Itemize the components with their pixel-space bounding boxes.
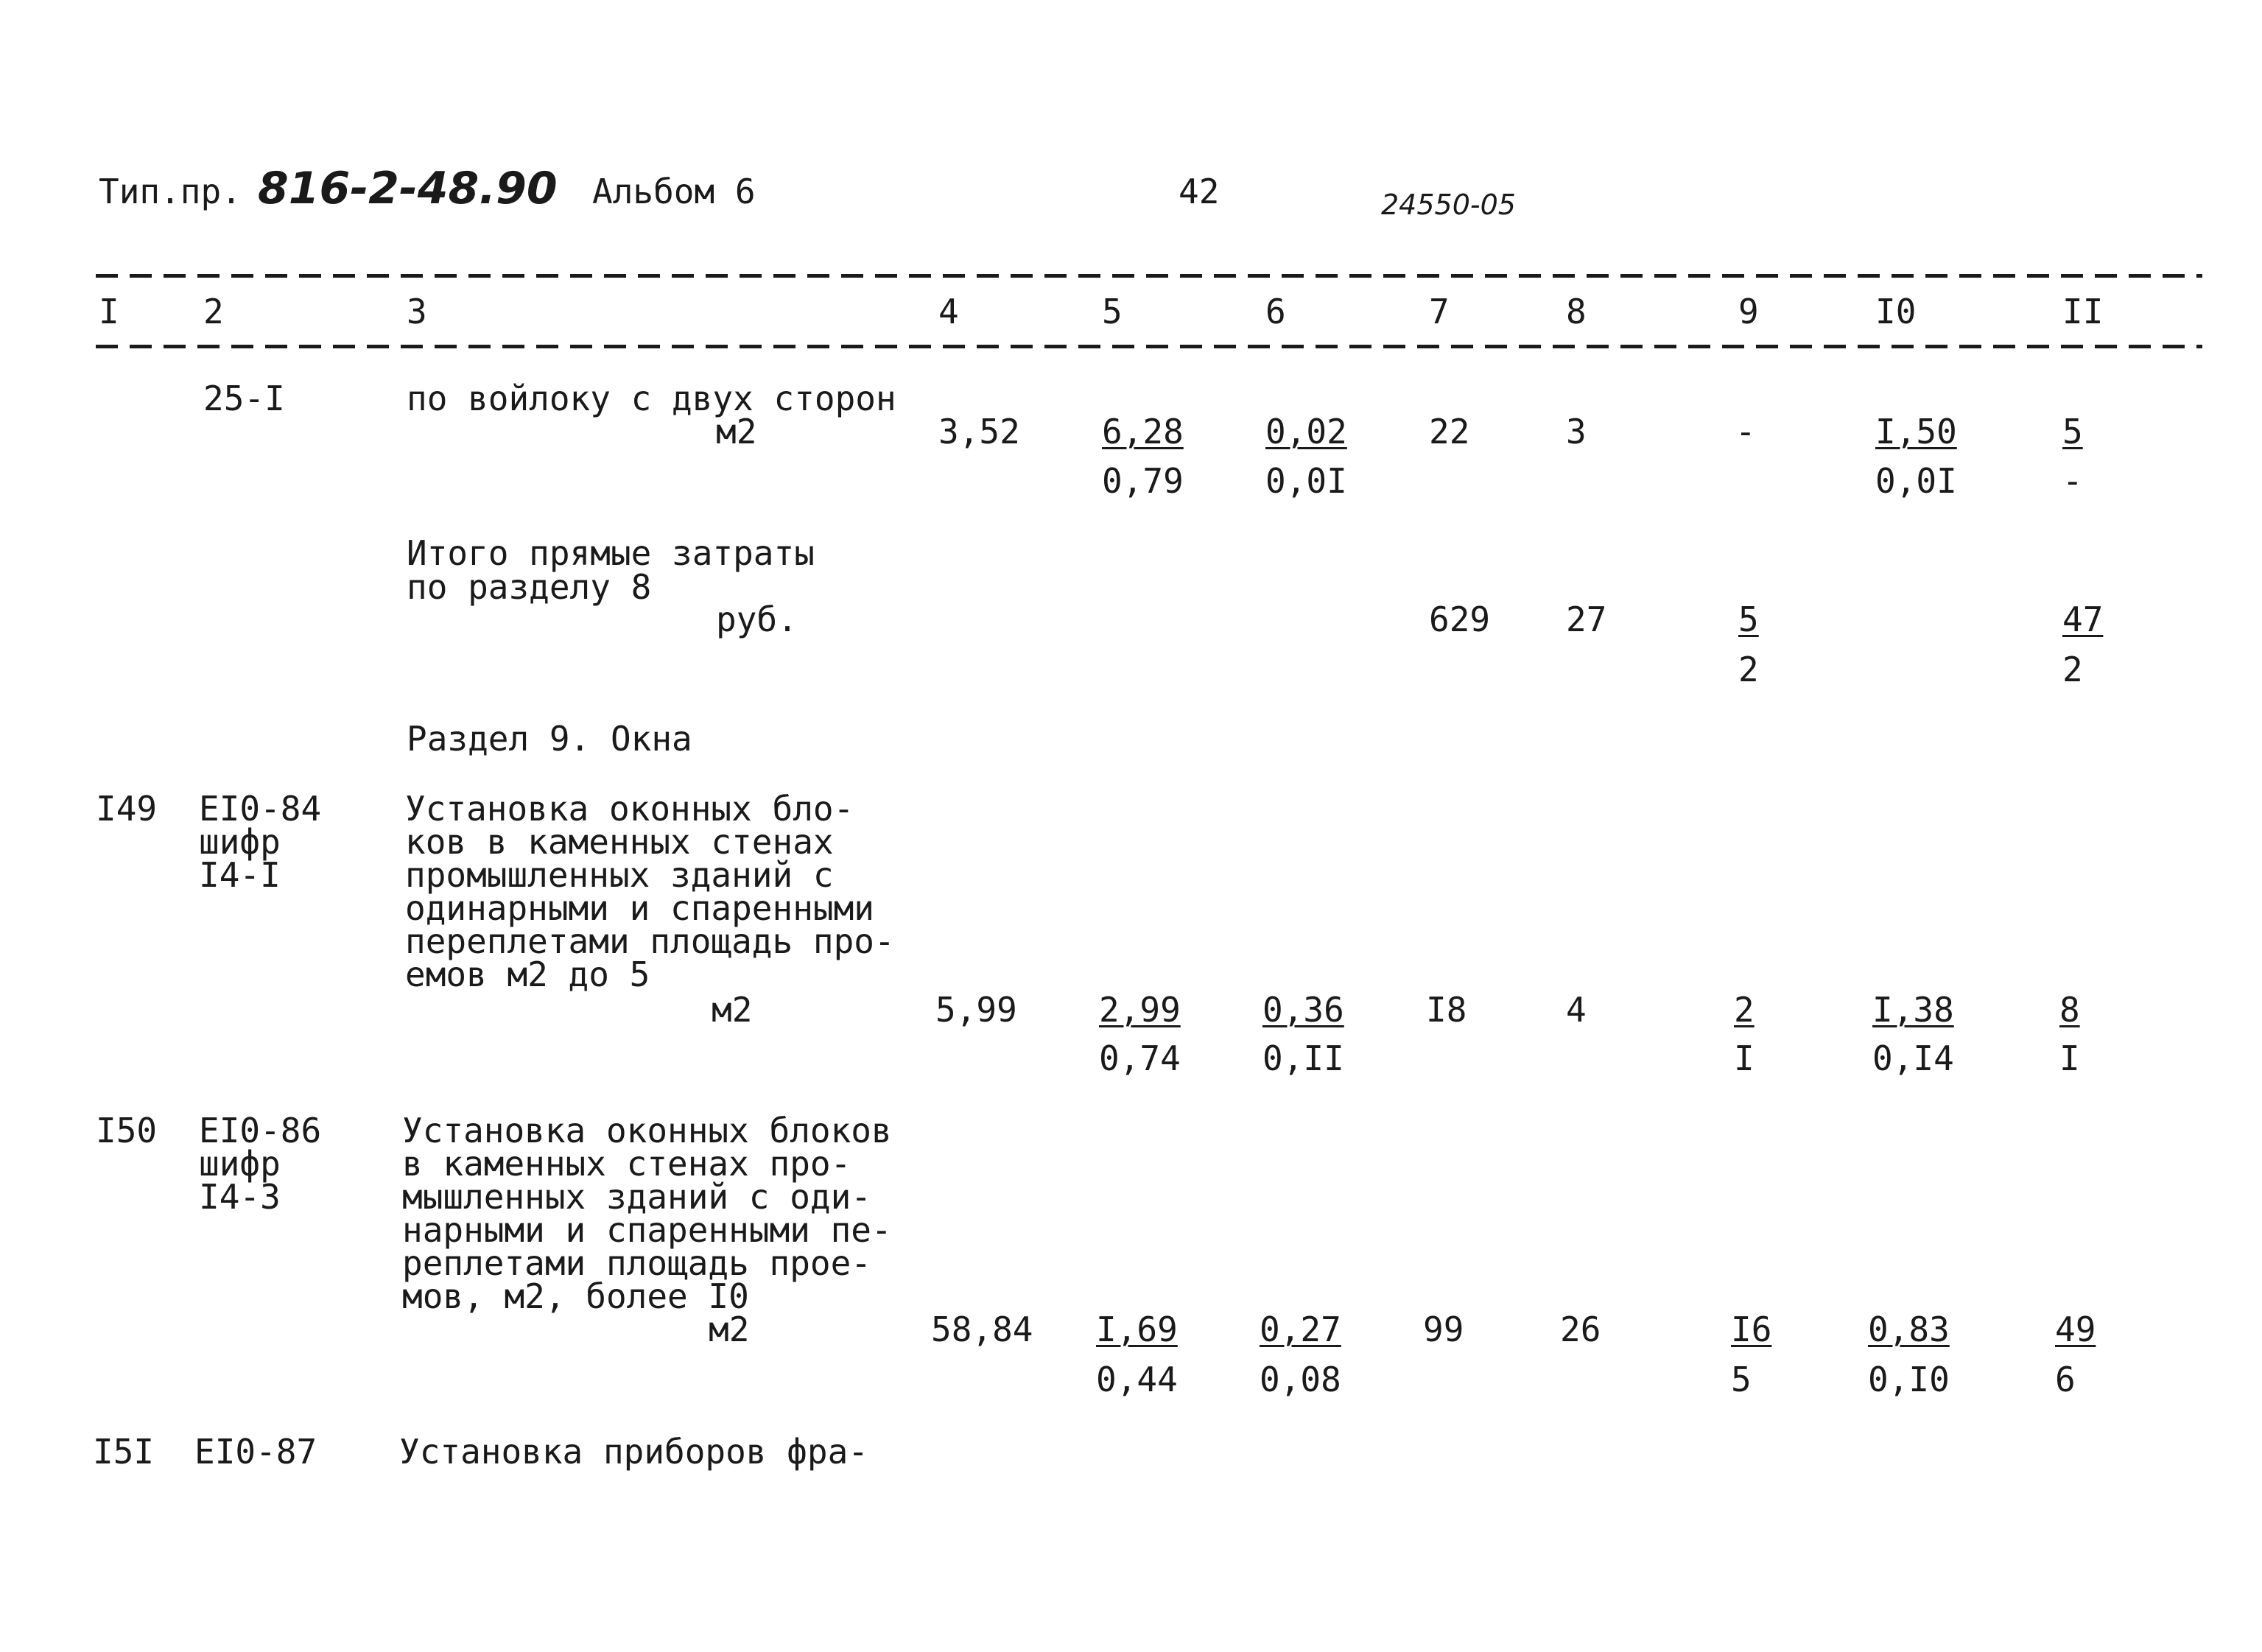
row-25-1-col8: 3	[1566, 412, 1587, 451]
column-header-1: I	[99, 292, 119, 331]
row-25-1-col6-top: 0,02	[1265, 412, 1347, 451]
row-149-col8: 4	[1566, 990, 1587, 1030]
row-25-1-col11-top: 5	[2062, 412, 2083, 451]
column-header-2: 2	[203, 292, 224, 331]
row-150-col9-top: I6	[1731, 1310, 1772, 1349]
row-150-col7: 99	[1423, 1310, 1464, 1349]
row-25-1-col10-bottom: 0,0I	[1875, 461, 1957, 501]
row-149-description-line-2: ков в каменных стенах	[405, 822, 834, 862]
column-header-10: I0	[1875, 292, 1917, 331]
project-number: 816-2-48.90	[258, 163, 558, 214]
row-149-description-line-4: одинарными и спаренными	[405, 888, 874, 928]
row-25-1-col11-bottom: -	[2062, 461, 2083, 501]
header-rule-bottom	[96, 345, 2202, 348]
row-150-col5-bottom: 0,44	[1096, 1360, 1178, 1399]
row-149-col9-top: 2	[1734, 990, 1755, 1030]
row-149-unit: м2	[712, 990, 753, 1030]
row-151-number: I5I	[93, 1432, 155, 1472]
row-149-col6-bottom: 0,II	[1262, 1038, 1344, 1078]
row-149-description-line-3: промышленных зданий с	[405, 855, 834, 895]
row-150-col6-top: 0,27	[1260, 1310, 1341, 1349]
total-col11-top: 47	[2062, 600, 2104, 639]
total-col7: 629	[1429, 600, 1491, 639]
row-150-description-line-1: Установка оконных блоков	[402, 1111, 892, 1150]
row-25-1-col5-top: 6,28	[1102, 412, 1184, 451]
row-149-number: I49	[96, 789, 158, 829]
row-150-code: EI0-86	[199, 1111, 322, 1150]
column-header-3: 3	[407, 292, 427, 331]
column-header-4: 4	[938, 292, 959, 331]
row-150-col6-bottom: 0,08	[1260, 1360, 1341, 1399]
total-col9-top: 5	[1738, 600, 1759, 639]
inventory-number: 24550-05	[1381, 189, 1516, 221]
row-25-1-description: по войлоку с двух сторон	[407, 379, 896, 418]
row-149-col7: I8	[1426, 990, 1467, 1030]
album-label: Альбом 6	[592, 172, 756, 211]
row-25-1-code: 25-I	[203, 379, 285, 418]
row-151-description: Установка приборов фра-	[399, 1432, 868, 1472]
row-149-col5-bottom: 0,74	[1099, 1038, 1181, 1078]
page-number: 42	[1179, 172, 1220, 211]
row-149-description-line-6: емов м2 до 5	[405, 955, 650, 994]
total-col11-bottom: 2	[2062, 650, 2083, 689]
row-150-col5-top: I,69	[1096, 1310, 1178, 1349]
column-header-11: II	[2062, 292, 2104, 331]
row-149-col11-bottom: I	[2059, 1038, 2080, 1078]
total-description-line-1: Итого прямые затраты	[407, 533, 815, 573]
row-150-description-line-2: в каменных стенах про-	[402, 1144, 851, 1184]
row-150-description-line-4: нарными и спаренными пе-	[402, 1210, 892, 1250]
row-150-col8: 26	[1560, 1310, 1601, 1349]
total-description-line-2: по разделу 8	[407, 567, 652, 607]
row-149-description-line-1: Установка оконных бло-	[405, 789, 854, 829]
row-150-description-line-3: мышленных зданий с оди-	[402, 1177, 871, 1217]
column-header-6: 6	[1265, 292, 1286, 331]
row-25-1-unit: м2	[716, 412, 757, 451]
column-header-9: 9	[1738, 292, 1759, 331]
row-150-col11-bottom: 6	[2055, 1360, 2076, 1399]
row-25-1-quantity: 3,52	[938, 412, 1020, 451]
row-149-col10-top: I,38	[1872, 990, 1954, 1030]
row-149-code: EI0-84	[199, 789, 322, 829]
row-150-col10-bottom: 0,I0	[1868, 1360, 1950, 1399]
row-150-description-line-5: реплетами площадь прое-	[402, 1243, 871, 1283]
row-149-col5-top: 2,99	[1099, 990, 1181, 1030]
row-149-description-line-5: переплетами площадь про-	[405, 921, 895, 961]
row-149-col9-bottom: I	[1734, 1038, 1755, 1078]
row-150-quantity: 58,84	[931, 1310, 1033, 1349]
total-col8: 27	[1566, 600, 1607, 639]
row-150-description-line-6: мов, м2, более I0	[402, 1276, 749, 1316]
total-unit: руб.	[716, 600, 798, 639]
row-149-col10-bottom: 0,I4	[1872, 1038, 1954, 1078]
row-149-cipher-label: шифр	[199, 822, 281, 862]
header-prefix: Тип.пр.	[99, 172, 242, 211]
row-25-1-col9-top: -	[1735, 412, 1756, 451]
row-149-quantity: 5,99	[935, 990, 1017, 1030]
row-150-col10-top: 0,83	[1868, 1310, 1950, 1349]
row-151-code: EI0-87	[194, 1432, 317, 1472]
row-149-col6-top: 0,36	[1262, 990, 1344, 1030]
column-header-7: 7	[1429, 292, 1450, 331]
row-150-number: I50	[96, 1111, 158, 1150]
row-25-1-col5-bottom: 0,79	[1102, 461, 1184, 501]
row-150-cipher-value: I4-3	[199, 1177, 281, 1217]
row-150-col11-top: 49	[2055, 1310, 2096, 1349]
row-149-cipher-value: I4-I	[199, 855, 281, 895]
row-25-1-col6-bottom: 0,0I	[1265, 461, 1347, 501]
header-rule-top	[96, 274, 2202, 278]
column-header-5: 5	[1102, 292, 1123, 331]
row-25-1-col10-top: I,50	[1875, 412, 1957, 451]
section-heading: Раздел 9. Окна	[407, 719, 692, 759]
row-150-cipher-label: шифр	[199, 1144, 281, 1184]
column-header-8: 8	[1566, 292, 1587, 331]
row-150-col9-bottom: 5	[1731, 1360, 1752, 1399]
row-149-col11-top: 8	[2059, 990, 2080, 1030]
row-150-unit: м2	[709, 1310, 750, 1349]
row-25-1-col7: 22	[1429, 412, 1470, 451]
total-col9-bottom: 2	[1738, 650, 1759, 689]
